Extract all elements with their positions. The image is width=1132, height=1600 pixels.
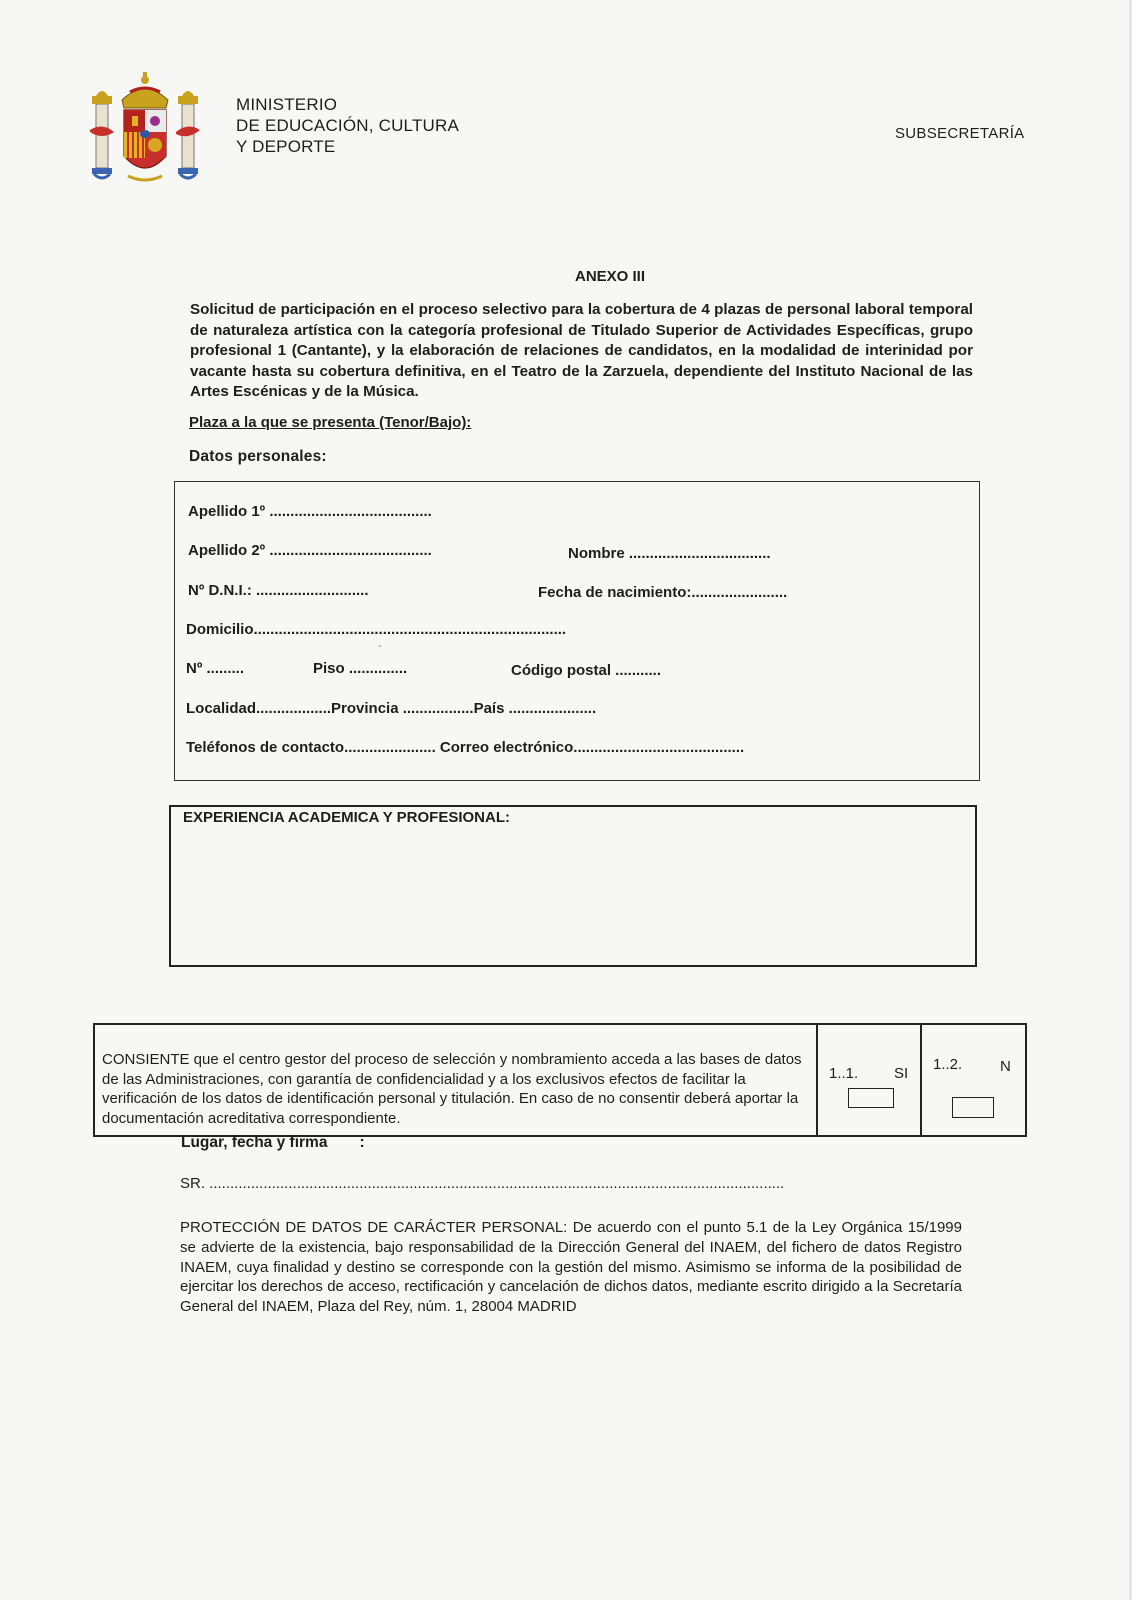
experience-box[interactable] [169, 805, 977, 967]
data-protection-notice: PROTECCIÓN DE DATOS DE CARÁCTER PERSONAL: De acuerdo con el punto 5.1 de la Ley Orgánica 15/1999 se advierte de la existencia, bajo responsabilidad de la Dirección General del INAEM, del fichero de datos Registro INAEM, cuya finalidad y destino se corresponde con la gestión del mismo. Asimismo se informa de la posibilidad de ejercitar los derechos de acceso, rectificación y cancelación de dichos datos, mediante escrito dirigido a la Secretaría General del INAEM, Plaza del Rey, núm. 1, 28004 MADRID [180, 1219, 962, 1316]
ministry-line-1: MINISTERIO [236, 95, 338, 114]
consent-divider-2 [920, 1023, 922, 1137]
first-name-field[interactable]: Nombre .................................. [568, 545, 771, 562]
surname-2-field[interactable]: Apellido 2º ....................................... [188, 542, 432, 559]
ministry-line-3: Y DEPORTE [236, 137, 336, 156]
birth-date-field[interactable]: Fecha de nacimiento:....................... [538, 584, 788, 601]
option-1-number: 1..1. [829, 1065, 859, 1082]
experience-title: EXPERIENCIA ACADEMICA Y PROFESIONAL: [183, 809, 510, 826]
option-1-label: SI [894, 1065, 909, 1082]
option-2-number: 1..2. [933, 1056, 963, 1073]
dni-field[interactable]: Nº D.N.I.: ........................... [188, 582, 369, 599]
postal-code-field[interactable]: Código postal ........... [511, 662, 661, 679]
annex-title: ANEXO III [575, 268, 646, 285]
stray-mark: - [378, 640, 382, 652]
consent-no-checkbox[interactable] [952, 1097, 994, 1118]
position-label: Plaza a la que se presenta (Tenor/Bajo): [189, 414, 472, 431]
contact-field[interactable]: Teléfonos de contacto...................... Correo electrónico......................................... [186, 739, 745, 756]
option-2-label: N [1000, 1058, 1011, 1075]
surname-1-field[interactable]: Apellido 1º ....................................... [188, 503, 432, 520]
place-date-signature-text: Lugar, fecha y firma [181, 1134, 328, 1151]
address-field[interactable]: Domicilio........................................................................... [186, 621, 567, 638]
ministry-name [236, 94, 459, 157]
floor-field[interactable]: Piso .............. [313, 660, 408, 677]
application-intro: Solicitud de participación en el proceso selectivo para la cobertura de 4 plazas de personal laboral temporal de naturaleza artística con la categoría profesional de Titulado Superior de Actividades Específicas, grupo profesional 1 (Cantante), y la elaboración de relaciones de candidatos, en la modalidad de interinidad por vacante hasta su cobertura definitiva, en el Teatro de la Zarzuela, dependiente del Instituto Nacional de las Artes Escénicas y de la Música. [190, 301, 973, 401]
department-name: SUBSECRETARÍA [895, 125, 1025, 142]
addressee-line[interactable]: SR. .......................................................................................................................................... [180, 1175, 785, 1192]
personal-data-title: Datos personales: [189, 448, 327, 465]
consent-divider-1 [816, 1023, 818, 1137]
place-date-signature-label [181, 1134, 365, 1152]
coat-of-arms-icon [90, 70, 200, 188]
consent-yes-checkbox[interactable] [848, 1088, 894, 1108]
location-field[interactable]: Localidad..................Provincia .................País ..................... [186, 700, 597, 717]
consent-text: CONSIENTE que el centro gestor del proceso de selección y nombramiento acceda a las bases de datos de las Administraciones, con garantía de confidencialidad y a los exclusivos efectos de facilitar la verificación de los datos de identificación personal y titulación. En caso de no consentir deberá aportar la documentación acreditativa correspondiente. [102, 1051, 802, 1127]
ministry-line-2: DE EDUCACIÓN, CULTURA [236, 116, 460, 135]
place-date-signature-colon: : [359, 1134, 365, 1151]
street-number-field[interactable]: Nº ......... [186, 660, 244, 677]
